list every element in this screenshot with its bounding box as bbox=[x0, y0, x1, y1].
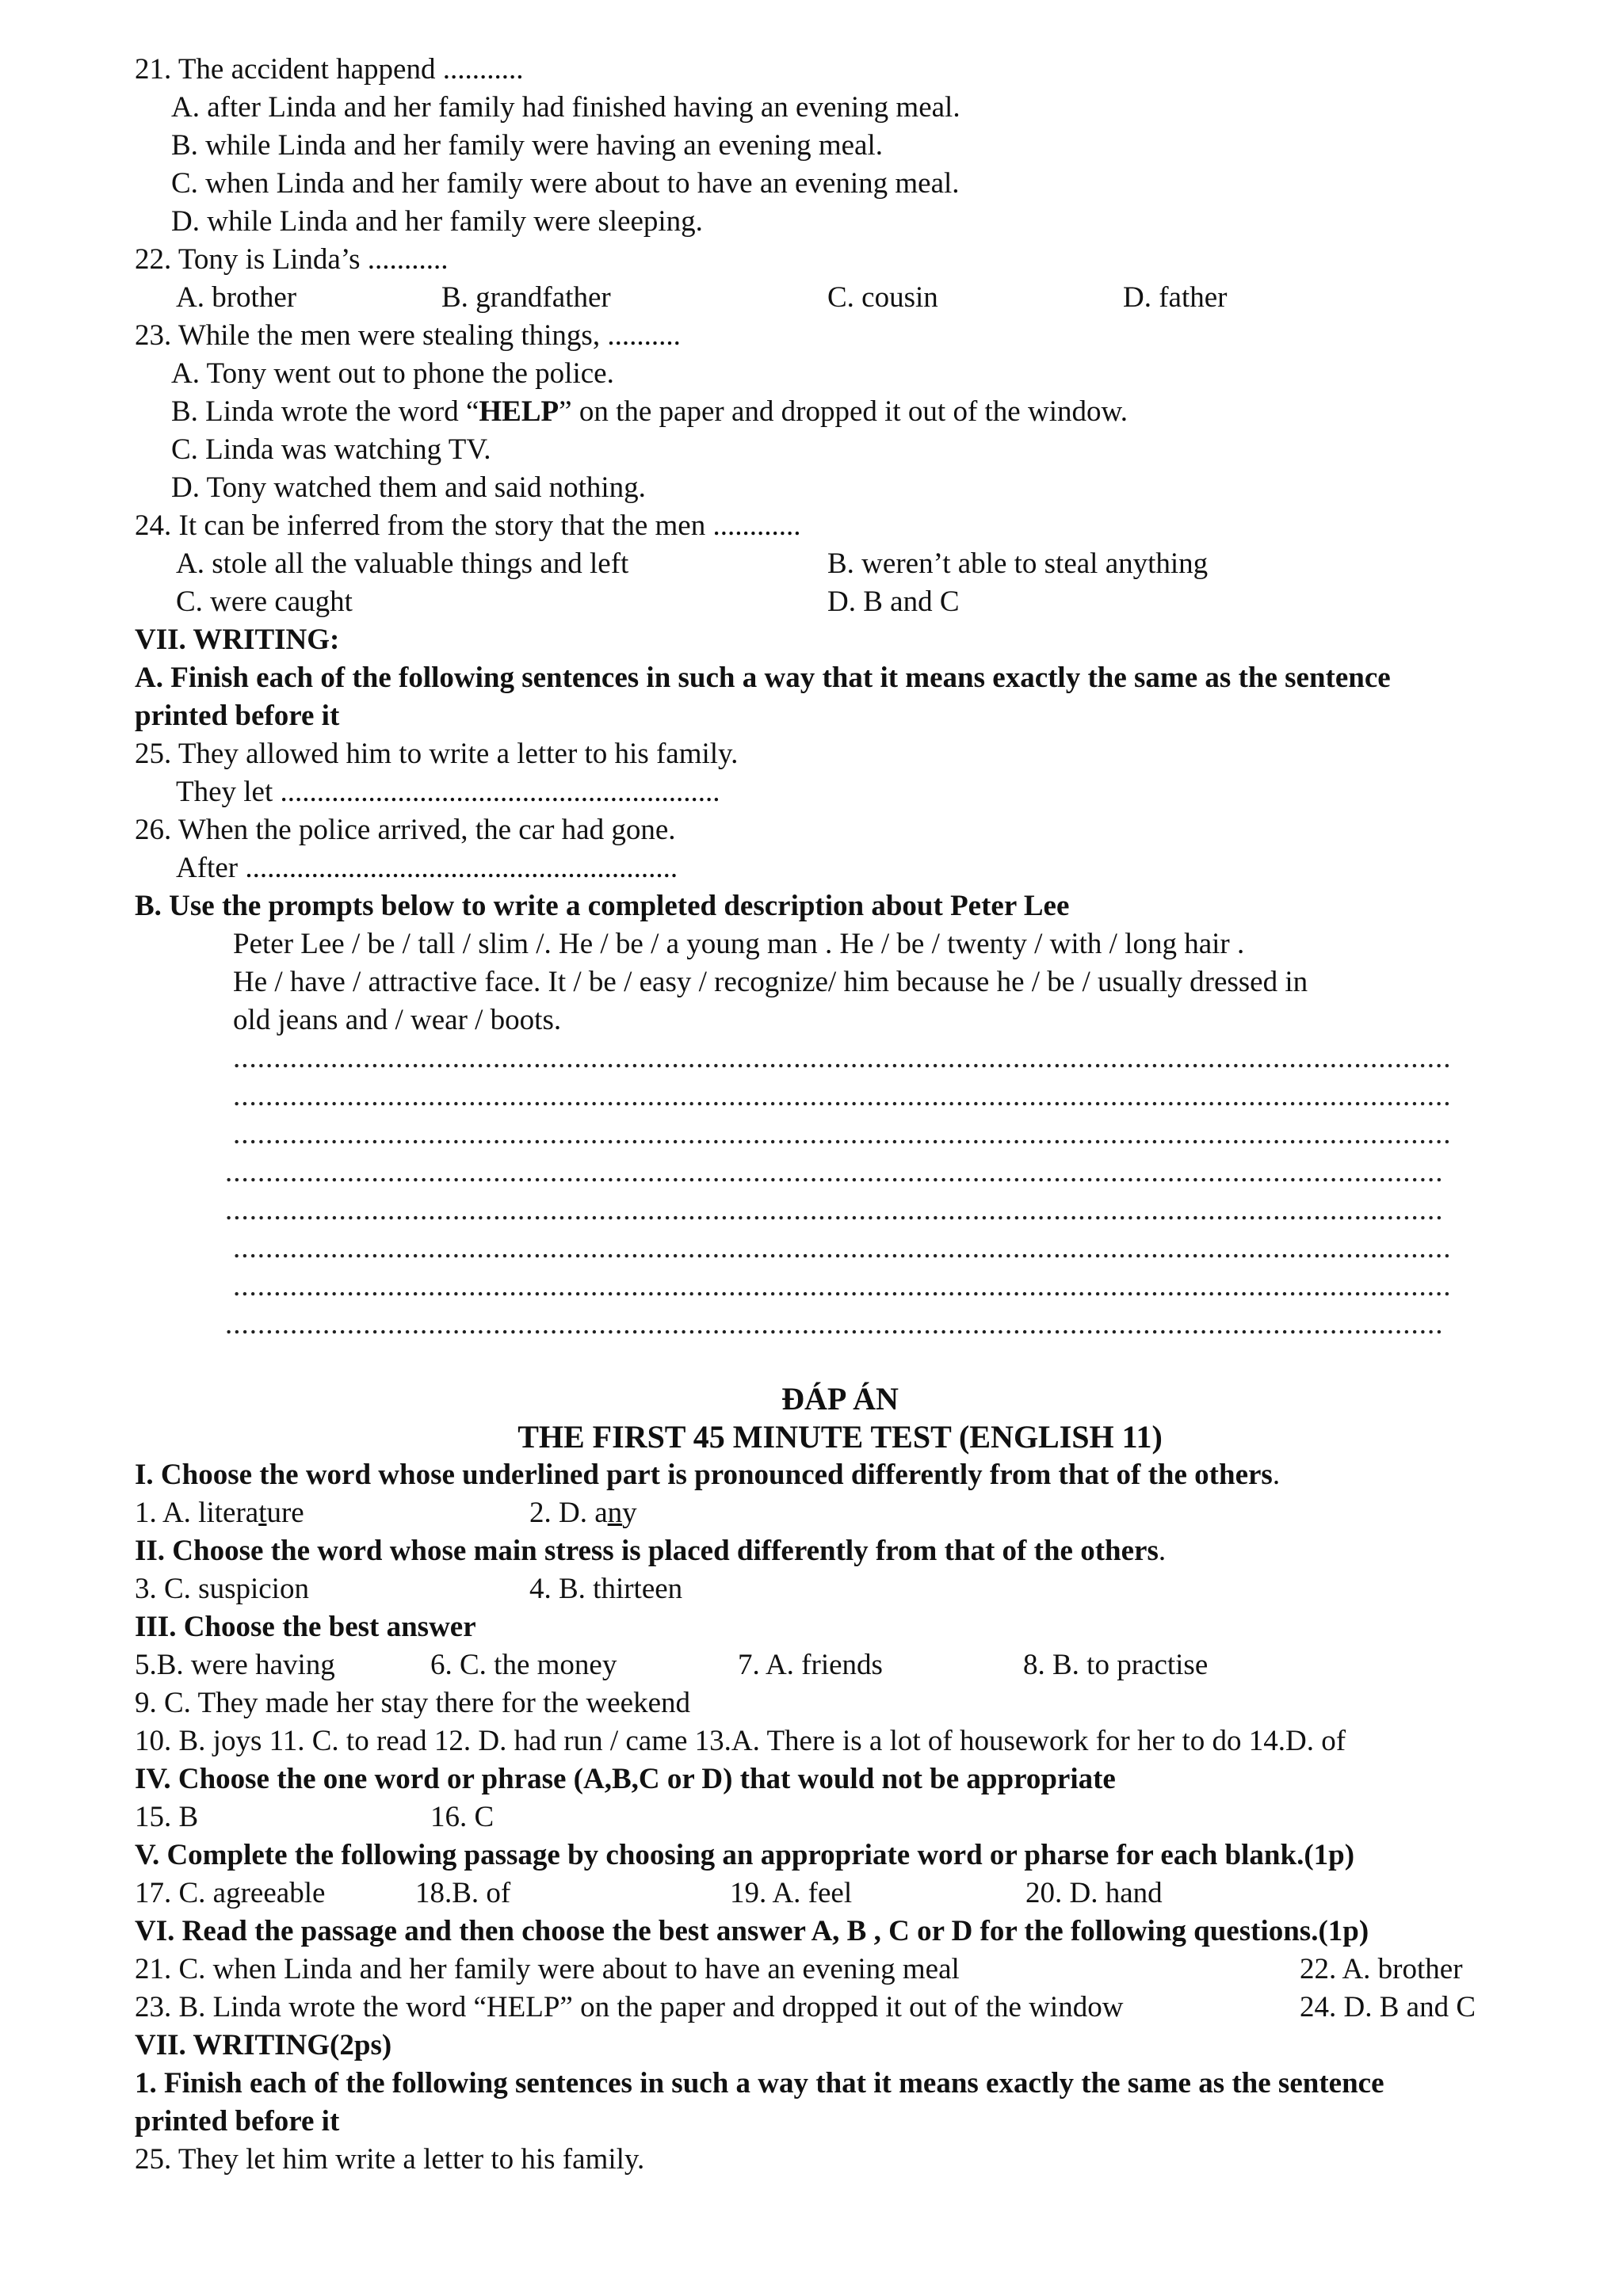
answer-6: 6. C. the money bbox=[430, 1649, 617, 1681]
option-b-text-start: B. Linda wrote the word “ bbox=[171, 395, 479, 428]
question-25-prompt: They let ............................................................ bbox=[176, 776, 720, 808]
question-21-option-a: A. after Linda and her family had finished having an evening meal. bbox=[171, 91, 960, 124]
answer-line-3: ...................................................................................................................................................... bbox=[233, 1118, 1452, 1150]
answer-2-text-end: y bbox=[622, 1497, 637, 1529]
question-23-stem: 23. While the men were stealing things, .......... bbox=[135, 319, 681, 352]
question-22-options bbox=[135, 279, 1561, 317]
question-25: 25. They allowed him to write a letter to his family. bbox=[135, 738, 739, 770]
question-24-options-row-2 bbox=[135, 583, 1561, 621]
question-21-stem: 21. The accident happend ........... bbox=[135, 53, 524, 86]
question-22-stem: 22. Tony is Linda’s ........... bbox=[135, 243, 449, 276]
question-24-option-a: A. stole all the valuable things and left bbox=[176, 547, 629, 580]
answer-7: 7. A. friends bbox=[738, 1649, 883, 1681]
answers-5-8 bbox=[135, 1646, 1561, 1684]
answer-22: 22. A. brother bbox=[1300, 1953, 1463, 1985]
answer-23: 23. B. Linda wrote the word “HELP” on the paper and dropped it out of the window bbox=[135, 1991, 1124, 2023]
question-24-options-row-1 bbox=[135, 545, 1561, 583]
question-23-option-a: A. Tony went out to phone the police. bbox=[171, 357, 614, 390]
section-4-heading: IV. Choose the one word or phrase (A,B,C or D) that would not be appropriate bbox=[135, 1763, 1116, 1795]
answers-17-20 bbox=[135, 1875, 1561, 1913]
section-7-instruction: 1. Finish each of the following sentences in such a way that it means exactly the same as the sentence bbox=[135, 2067, 1384, 2100]
answer-8: 8. B. to practise bbox=[1023, 1649, 1209, 1681]
question-23-option-d: D. Tony watched them and said nothing. bbox=[171, 471, 646, 504]
writing-part-a-instruction: A. Finish each of the following sentences in such a way that it means exactly the same as the sentence bbox=[135, 662, 1391, 694]
answer-line-2: ...................................................................................................................................................... bbox=[233, 1080, 1452, 1112]
section-6-heading: VI. Read the passage and then choose the best answer A, B , C or D for the following questions.(1p) bbox=[135, 1915, 1369, 1947]
answer-5: 5.B. were having bbox=[135, 1649, 335, 1681]
answer-line-6: ...................................................................................................................................................... bbox=[233, 1232, 1452, 1264]
prompt-line-1: Peter Lee / be / tall / slim /. He / be / a young man . He / be / twenty / with / long hair . bbox=[233, 928, 1245, 960]
question-24-option-b: B. weren’t able to steal anything bbox=[827, 547, 1209, 580]
answers-3-4 bbox=[135, 1570, 1561, 1608]
writing-part-b-instruction: B. Use the prompts below to write a completed description about Peter Lee bbox=[135, 890, 1070, 922]
writing-part-a-instruction-cont: printed before it bbox=[135, 700, 340, 732]
section-1-heading-text: I. Choose the word whose underlined part is pronounced differently from that of the others bbox=[135, 1459, 1273, 1491]
answer-9: 9. C. They made her stay there for the weekend bbox=[135, 1687, 691, 1719]
answer-line-5: ...................................................................................................................................................... bbox=[225, 1194, 1444, 1226]
section-1-heading-period: . bbox=[1272, 1459, 1281, 1491]
answer-2 bbox=[529, 1494, 637, 1532]
section-7-heading: VII. WRITING(2ps) bbox=[135, 2029, 392, 2061]
answer-21: 21. C. when Linda and her family were about to have an evening meal bbox=[135, 1953, 960, 1985]
question-21-option-d: D. while Linda and her family were sleeping. bbox=[171, 205, 703, 238]
section-2-heading-period: . bbox=[1158, 1535, 1167, 1567]
answer-2-underlined: n bbox=[607, 1497, 623, 1529]
answer-1 bbox=[135, 1494, 529, 1532]
answer-4: 4. B. thirteen bbox=[529, 1573, 683, 1605]
question-22-option-b: B. grandfather bbox=[441, 281, 611, 314]
question-22-option-c: C. cousin bbox=[827, 281, 938, 314]
prompt-line-2: He / have / attractive face. It / be / easy / recognize/ him because he / be / usually dressed in bbox=[233, 966, 1308, 998]
question-26-prompt: After ........................................................... bbox=[176, 852, 678, 884]
answers-21-22 bbox=[135, 1951, 1561, 1989]
answer-16: 16. C bbox=[430, 1801, 495, 1833]
spacer bbox=[135, 1344, 1561, 1380]
answers-15-16 bbox=[135, 1798, 1561, 1836]
writing-heading: VII. WRITING: bbox=[135, 624, 340, 656]
answer-1-underlined: t bbox=[258, 1497, 267, 1529]
answer-line-7: ...................................................................................................................................................... bbox=[233, 1270, 1452, 1302]
answer-2-text: 2. D. a bbox=[529, 1497, 608, 1529]
answer-17: 17. C. agreeable bbox=[135, 1877, 326, 1909]
section-2-heading-text: II. Choose the word whose main stress is placed differently from that of the others bbox=[135, 1535, 1159, 1567]
question-22-option-a: A. brother bbox=[176, 281, 297, 314]
question-23-option-b bbox=[135, 393, 1561, 431]
answers-10-14: 10. B. joys 11. C. to read 12. D. had run / came 13.A. There is a lot of housework for her to do 14.D. of bbox=[135, 1725, 1346, 1757]
question-21-option-c: C. when Linda and her family were about to have an evening meal. bbox=[171, 167, 960, 200]
question-22-option-d: D. father bbox=[1123, 281, 1228, 314]
question-23-option-c: C. Linda was watching TV. bbox=[171, 433, 491, 466]
answer-line-4: ...................................................................................................................................................... bbox=[225, 1156, 1444, 1188]
question-24-option-c: C. were caught bbox=[176, 585, 353, 618]
answer-19: 19. A. feel bbox=[730, 1877, 853, 1909]
answer-key-title: ĐÁP ÁN bbox=[781, 1381, 899, 1417]
answer-line-1: ...................................................................................................................................................... bbox=[233, 1042, 1452, 1074]
answer-3: 3. C. suspicion bbox=[135, 1573, 309, 1605]
option-b-text-end: ” on the paper and dropped it out of the window. bbox=[559, 395, 1128, 428]
answer-24: 24. D. B and C bbox=[1300, 1991, 1476, 2023]
section-2-heading bbox=[135, 1532, 1561, 1570]
question-24-stem: 24. It can be inferred from the story that the men ............ bbox=[135, 509, 801, 542]
answer-1-text: 1. A. litera bbox=[135, 1497, 259, 1529]
answer-key-subtitle: THE FIRST 45 MINUTE TEST (ENGLISH 11) bbox=[517, 1419, 1163, 1455]
question-26: 26. When the police arrived, the car had gone. bbox=[135, 814, 676, 846]
question-24-option-d: D. B and C bbox=[827, 585, 960, 618]
question-21-option-b: B. while Linda and her family were having an evening meal. bbox=[171, 129, 883, 162]
answer-25: 25. They let him write a letter to his family. bbox=[135, 2143, 645, 2176]
document-page bbox=[135, 51, 1561, 2179]
section-1-heading bbox=[135, 1456, 1561, 1494]
help-word: HELP bbox=[479, 395, 559, 428]
answer-1-text-end: ure bbox=[266, 1497, 304, 1529]
answer-20: 20. D. hand bbox=[1025, 1877, 1163, 1909]
section-5-heading: V. Complete the following passage by choosing an appropriate word or pharse for each blank.(1p) bbox=[135, 1839, 1355, 1871]
answer-15: 15. B bbox=[135, 1801, 199, 1833]
section-7-instruction-cont: printed before it bbox=[135, 2105, 340, 2138]
answers-1-2 bbox=[135, 1494, 1561, 1532]
answers-23-24 bbox=[135, 1989, 1561, 2027]
section-3-heading: III. Choose the best answer bbox=[135, 1611, 476, 1643]
answer-line-8: ...................................................................................................................................................... bbox=[225, 1308, 1444, 1341]
prompt-line-3: old jeans and / wear / boots. bbox=[233, 1004, 562, 1036]
answer-18: 18.B. of bbox=[415, 1877, 511, 1909]
